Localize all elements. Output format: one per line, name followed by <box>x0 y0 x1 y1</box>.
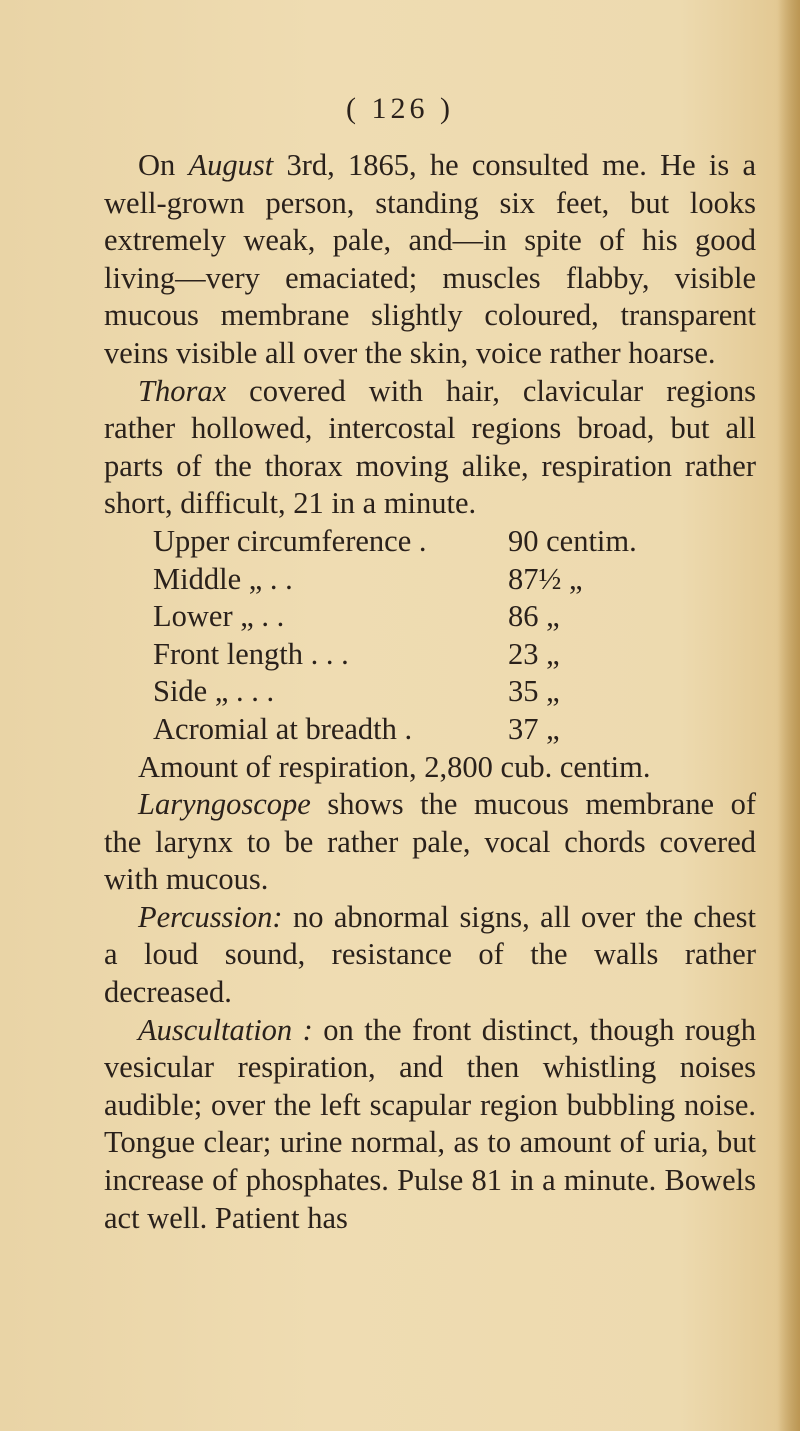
measurement-row <box>153 636 756 674</box>
dot-leader: . <box>411 523 427 558</box>
measurement-value: 90 centim. <box>508 523 637 558</box>
measurement-value: 37 „ <box>508 711 560 746</box>
paragraph-percussion <box>104 899 756 1012</box>
paragraph-text: shows the mucous membrane of the larynx to be rather pale, vocal chords covered with mucous. <box>104 787 756 897</box>
measurement-value: 23 „ <box>508 636 560 671</box>
dot-leader: . . . <box>302 636 349 671</box>
measurement-label: Acromial at breadth <box>153 711 397 746</box>
paragraph-text: no abnormal signs, all over the chest a loud sound, resistance of the walls rather decreased. <box>104 899 756 1010</box>
respiration-total: Amount of respiration, 2,800 cub. centim. <box>138 749 651 784</box>
paragraph-thorax <box>104 373 756 523</box>
measurement-row <box>153 523 756 561</box>
measurement-value: 35 „ <box>508 674 560 709</box>
dot-leader: . . . <box>228 674 275 709</box>
term-thorax: Thorax <box>138 373 227 408</box>
term-auscultation: Auscultation : <box>138 1012 313 1047</box>
date-month: August <box>188 148 274 182</box>
paragraph-laryngoscope <box>104 786 756 899</box>
term-laryngoscope: Laryngoscope <box>138 787 311 822</box>
term-percussion: Percussion: <box>138 899 283 934</box>
dot-leader: . . <box>262 561 293 596</box>
paragraph-intro: On <box>138 148 189 182</box>
body-text <box>104 147 756 1237</box>
page-number: ( 126 ) <box>346 92 454 125</box>
measurement-label: Middle „ <box>153 561 263 596</box>
measurement-row <box>153 561 756 599</box>
measurement-row <box>153 598 756 636</box>
dot-leader: . . <box>253 599 285 634</box>
paragraph-consultation <box>104 147 756 373</box>
paragraph-text: covered with hair, clavicular regions rather hollowed, intercostal regions broad, but all parts of the thorax moving alike, respiration rather short, difficult, 21 in a minute. <box>104 373 756 521</box>
measurement-value: 86 „ <box>508 599 560 634</box>
dot-leader: . <box>396 711 413 746</box>
measurement-row <box>153 711 756 749</box>
paragraph-auscultation <box>104 1012 756 1238</box>
measurement-value: 87½ „ <box>508 561 583 596</box>
paragraph-text: on the front distinct, though rough vesicular respiration, and then whistling noises audible; over the left scapular region bubbling noise. Tongue clear; urine normal, as to amount of uria, but increase of phosphates. Pulse 81 in a minute. Bowels act well. Patient has <box>104 1012 756 1235</box>
measurement-label: Front length <box>153 636 303 671</box>
page-edge-shadow <box>778 0 800 1431</box>
measurements-table <box>153 523 756 749</box>
measurement-row <box>153 673 756 711</box>
measurement-label: Lower „ <box>153 599 254 634</box>
paragraph-text: 3rd, 1865, he consulted me. He is a well-grown person, standing six feet, but looks extremely weak, pale, and—in spite of his good living—very emaciated; muscles flabby, visible mucous membrane slightly coloured, transparent veins visible all over the skin, voice rather hoarse. <box>104 148 756 370</box>
measurement-label: Upper circumference <box>153 523 412 558</box>
measurement-label: Side „ <box>153 674 229 709</box>
